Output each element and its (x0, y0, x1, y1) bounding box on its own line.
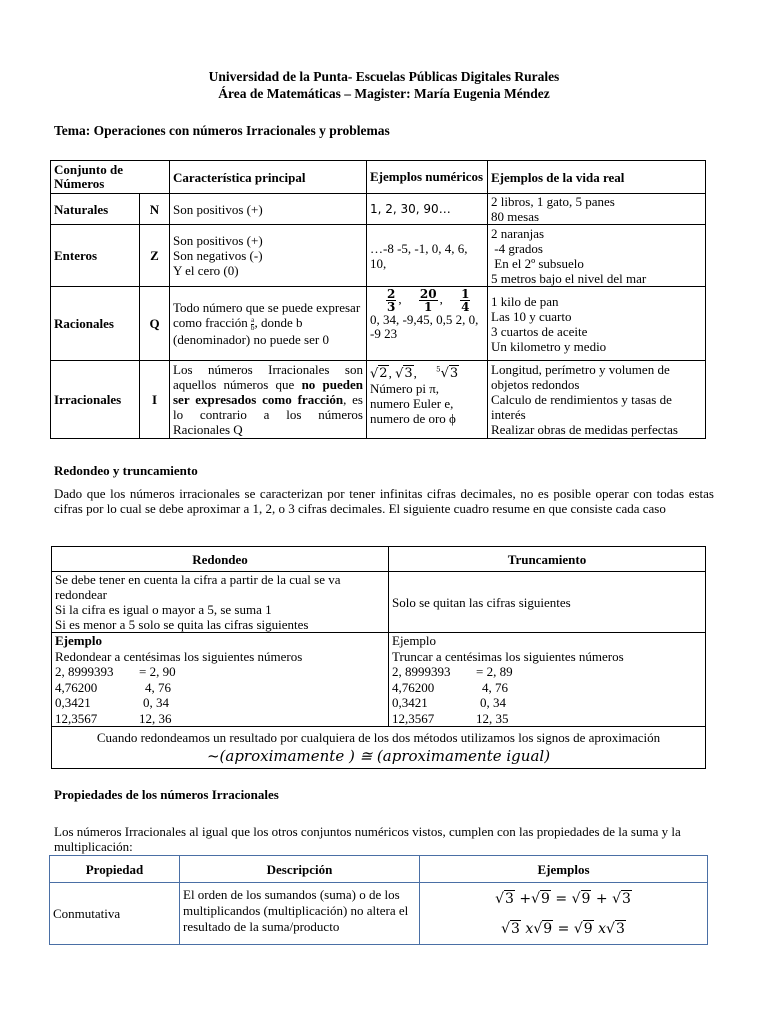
equals-sign: = (557, 920, 570, 937)
fraction-denominator: 1 (424, 300, 433, 314)
rule-line: Se debe tener en cuenta la cifra a partir de la cual se va redondear (55, 572, 341, 602)
table-header-row (51, 161, 706, 194)
example-line (55, 711, 385, 727)
example-line: Número pi π, (370, 381, 440, 397)
set-symbol: Z (140, 225, 170, 287)
rounding-footer-row (52, 727, 706, 769)
redondeo-examples (52, 633, 389, 727)
rounding-examples-row (52, 633, 706, 727)
real-life-line: 2 libros, 1 gato, 5 panes (491, 194, 615, 209)
radicand: 2 (379, 366, 388, 382)
square-root: √3 (606, 920, 625, 937)
real-life-line: Un kilometro y medio (491, 338, 607, 354)
radicand: 9 (541, 890, 550, 907)
properties-header-row (50, 856, 708, 883)
header-ejemplos: Ejemplos (420, 856, 708, 883)
example-to: 4, 76 (145, 679, 171, 695)
example-intro: Redondear a centésimas los siguientes números (55, 648, 303, 664)
fraction-separator: , (398, 291, 402, 307)
header-redondeo: Redondeo (52, 547, 389, 572)
square-root: √9 (533, 920, 553, 937)
square-root: √2 (370, 366, 388, 382)
example-line (55, 695, 385, 711)
truncamiento-rule: Solo se quitan las cifras siguientes (389, 572, 706, 633)
approximation-text: Cuando redondeamos un resultado por cualquiera de los dos métodos utilizamos los signos de aproximación (96, 729, 661, 745)
header-line-2: Área de Matemáticas – Magister: María Eugenia Méndez (218, 86, 550, 101)
set-examples (367, 361, 488, 439)
fraction-denominator: b (250, 323, 255, 332)
times-sign: x (525, 920, 534, 937)
set-real-life (488, 361, 706, 439)
set-name: Enteros (51, 225, 140, 287)
example-line (392, 664, 702, 680)
example-line: numero Euler e, (370, 396, 454, 412)
fraction (419, 288, 438, 313)
set-name: Naturales (51, 194, 140, 225)
property-name: Conmutativa (50, 883, 180, 945)
fraction-separator: , (439, 291, 443, 307)
square-root: √3 (612, 890, 631, 907)
redondeo-paragraph: Dado que los números irracionales se caracterizan por tener infinitas cifras decimales, no es posible operar con todas estas cifras por lo cual se debe aproximar a 1, 2, o 3 cifras decimales. El siguiente cuadro resume en que consiste cada caso (54, 486, 714, 516)
header-descripcion: Descripción (180, 856, 420, 883)
example-line (392, 680, 702, 696)
example-to: 12, 36 (139, 710, 172, 726)
example-line: numero de oro ϕ (370, 411, 456, 427)
set-characteristic (170, 287, 367, 361)
real-life-line: Las 10 y cuarto (491, 308, 572, 324)
properties-table (49, 855, 708, 945)
example-intro: Truncar a centésimas los siguientes números (392, 648, 624, 664)
square-root: √9 (531, 890, 550, 907)
header-propiedad: Propiedad (50, 856, 180, 883)
property-description: El orden de los sumandos (suma) o de los multiplicandos (multiplicación) no altera el resultado de la suma/producto (180, 883, 420, 945)
radicand: 3 (404, 366, 413, 382)
real-life-line: Longitud, perímetro y volumen de objetos redondos (491, 362, 670, 392)
radicand: 3 (511, 920, 520, 937)
example-from: 0,3421 (392, 695, 428, 710)
radicand: 3 (622, 890, 631, 907)
example-to: = 2, 90 (139, 664, 176, 679)
set-name: Racionales (51, 287, 140, 361)
set-characteristic (170, 225, 367, 287)
real-life-line: En el 2º subsuelo (491, 255, 584, 271)
rule-line: Si es menor a 5 solo se quita las cifras siguientes (55, 617, 309, 632)
set-examples: …-8 -5, -1, 0, 4, 6, 10, (367, 225, 488, 287)
fraction (386, 288, 396, 313)
example-to: = 2, 89 (476, 664, 513, 679)
fraction-numerator: a (251, 315, 255, 324)
radicand: 3 (505, 890, 514, 907)
square-root: √3 (495, 890, 514, 907)
header-caracteristica: Característica principal (170, 161, 367, 194)
approximation-note (52, 727, 706, 769)
characteristic-line: Son positivos (+) (173, 233, 263, 248)
set-examples: 1, 2, 30, 90… (367, 194, 488, 225)
example-to: 0, 34 (143, 695, 169, 710)
characteristic-line: Son negativos (-) (173, 248, 263, 263)
section-title-redondeo: Redondeo y truncamiento (54, 463, 198, 478)
example-to: 0, 34 (480, 695, 506, 710)
square-root: √3 (395, 366, 413, 382)
example-from: 12,3567 (392, 710, 435, 726)
characteristic-text: Todo número que se puede expresar como fracción (173, 300, 361, 331)
square-root: √9 (573, 920, 593, 937)
number-sets-table (50, 160, 706, 439)
fraction (460, 288, 470, 313)
example-from: 4,76200 (392, 679, 435, 695)
property-row-conmutativa (50, 883, 708, 945)
times-sign: x (598, 920, 607, 937)
root-examples: √2, √3, $^5$√3 (370, 365, 459, 382)
set-name: Irracionales (51, 361, 140, 439)
radicand: 9 (543, 920, 553, 937)
fifth-root: $^5$√3 (436, 366, 459, 382)
characteristic-text: , donde b (denominador) no puede ser 0 (173, 315, 329, 347)
real-life-line: 1 kilo de pan (491, 293, 559, 309)
decimal-examples: 0, 34, -9,45, 0,5 2, 0, -9 23 (370, 312, 479, 341)
rounding-rules-row (52, 572, 706, 633)
real-life-line: Realizar obras de medidas perfectas (491, 422, 678, 437)
example-from: 0,3421 (55, 695, 91, 710)
fraction-denominator: 4 (461, 300, 470, 314)
plus-sign: + (519, 890, 532, 907)
propiedades-paragraph: Los números Irracionales al igual que los otros conjuntos numéricos vistos, cumplen con las propiedades de la suma y la multiplicación: (54, 824, 681, 854)
example-to: 12, 35 (476, 710, 509, 726)
rounding-table (51, 546, 706, 769)
example-line (55, 664, 385, 680)
set-characteristic: Son positivos (+) (170, 194, 367, 225)
square-root: √9 (571, 890, 591, 907)
header-line-1: Universidad de la Punta- Escuelas Públicas Digitales Rurales (208, 69, 560, 84)
root-index: 5 (436, 366, 441, 374)
characteristic-text: Los números Irracionales son aquellos números que (173, 362, 363, 392)
set-real-life (488, 225, 706, 287)
rounding-header-row (52, 547, 706, 572)
table-row-irracionales (51, 361, 706, 439)
example-from: 4,76200 (55, 679, 98, 695)
set-real-life (488, 194, 706, 225)
square-root: √3 (501, 920, 520, 937)
topic-title: Tema: Operaciones con números Irracionales y problemas (54, 123, 390, 138)
header-truncamiento: Truncamiento (389, 547, 706, 572)
set-examples (367, 287, 488, 361)
radicand: 3 (449, 366, 459, 382)
equals-sign: = (555, 890, 568, 907)
fraction-denominator: 3 (387, 300, 396, 314)
example-title: Ejemplo (55, 633, 102, 648)
set-symbol: I (140, 361, 170, 439)
header-vida-real: Ejemplos de la vida real (488, 161, 706, 194)
fraction-numerator: 20 (419, 287, 437, 301)
characteristic-bold-text: no pueden ser expresados como fracción (173, 377, 363, 407)
example-from: 12,3567 (55, 710, 98, 726)
truncamiento-examples (389, 633, 706, 727)
example-line (392, 695, 702, 711)
example-from: 2, 8999393 (392, 664, 451, 679)
section-title-propiedades: Propiedades de los números Irracionales (54, 787, 279, 802)
document-header (0, 68, 768, 102)
example-line (392, 711, 702, 727)
characteristic-line: Y el cero (0) (173, 263, 239, 278)
set-symbol: Q (140, 287, 170, 361)
set-symbol: N (140, 194, 170, 225)
set-characteristic (170, 361, 367, 439)
sum-example (423, 884, 704, 914)
radicand: 3 (615, 920, 625, 937)
real-life-line: 80 mesas (491, 209, 540, 224)
table-row-enteros (51, 225, 706, 287)
characteristic-text: , es lo contrario a los números Racionales Q (173, 392, 363, 437)
approximation-symbols: ~(aproximamente ) ≅ (aproximamente igual) (206, 746, 551, 765)
property-examples (420, 883, 708, 945)
fraction-numerator: 2 (387, 287, 396, 301)
redondeo-rules (52, 572, 389, 633)
real-life-line: 5 metros bajo el nivel del mar (491, 270, 647, 286)
radicand: 9 (583, 920, 593, 937)
real-life-line: -4 grados (491, 240, 543, 256)
real-life-line: 2 naranjas (491, 225, 545, 241)
rule-line: Si la cifra es igual o mayor a 5, se suma 1 (55, 602, 272, 617)
header-conjunto: Conjunto de Números (51, 161, 170, 194)
example-from: 2, 8999393 (55, 664, 114, 679)
example-title: Ejemplo (392, 633, 437, 648)
fraction-examples (384, 288, 484, 313)
plus-sign: + (595, 890, 608, 907)
product-example (423, 914, 704, 944)
example-to: 4, 76 (482, 679, 508, 695)
fraction-numerator: 1 (461, 287, 470, 301)
real-life-line: 3 cuartos de aceite (491, 323, 588, 339)
header-ejemplos-numericos: Ejemplos numéricos (367, 161, 488, 194)
radicand: 9 (581, 890, 591, 907)
table-row-naturales (51, 194, 706, 225)
real-life-line: Calculo de rendimientos y tasas de interés (491, 392, 672, 422)
table-row-racionales (51, 287, 706, 361)
set-real-life (488, 287, 706, 361)
example-line (55, 680, 385, 696)
